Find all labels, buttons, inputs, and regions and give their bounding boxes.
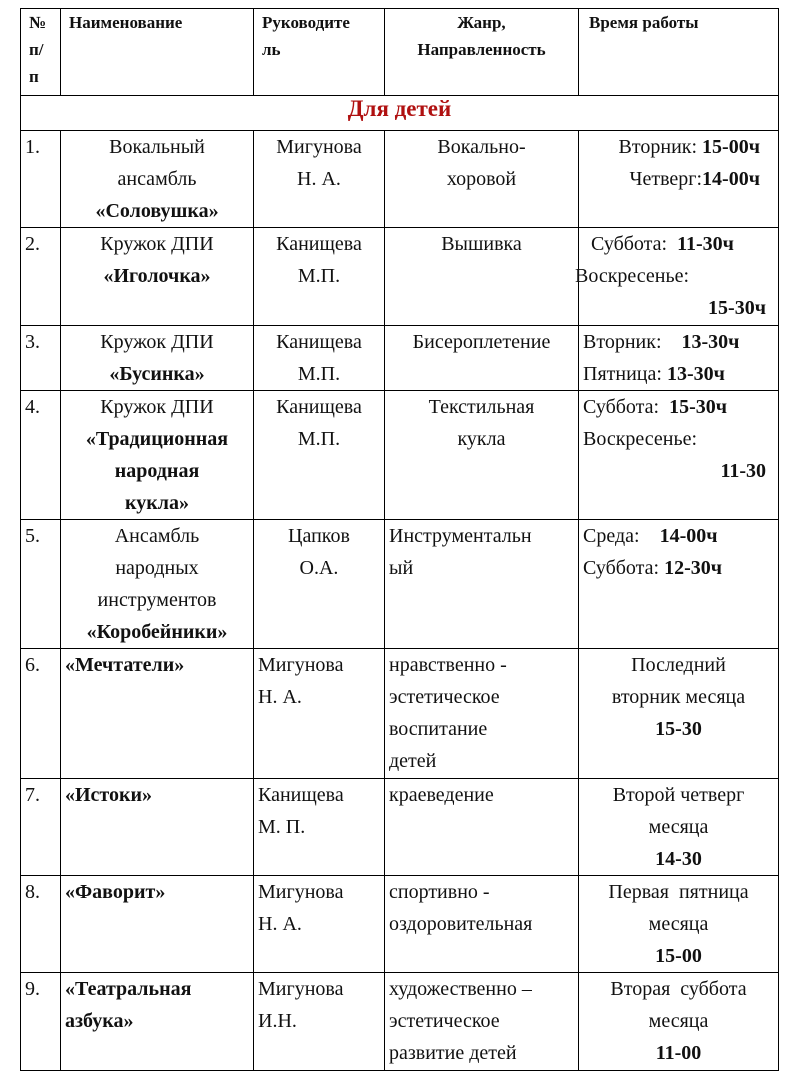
leader-name (254, 131, 385, 228)
schedule-time: 11-30 (720, 460, 766, 482)
schedule-line (583, 1037, 774, 1069)
club-title: «Фаворит» (65, 881, 166, 903)
club-name (61, 228, 254, 326)
club-name (61, 779, 254, 876)
genre (385, 131, 579, 228)
leader-line: О.А. (299, 557, 339, 579)
row-number: 8. (21, 876, 61, 973)
schedule-time: 13-30ч (666, 363, 725, 385)
genre-line: хоровой (446, 168, 517, 190)
schedule-line (583, 326, 774, 358)
genre-line: эстетическое (389, 1010, 500, 1032)
genre (385, 391, 579, 520)
club-title: «Традиционная (85, 428, 229, 450)
schedule-day: Суббота: (583, 557, 665, 579)
club-name-line: Кружок ДПИ (100, 331, 214, 353)
schedule-day: месяца (648, 1010, 709, 1032)
schedule-day: Последний (631, 654, 726, 676)
schedule-document (20, 8, 779, 1071)
schedule-day: месяца (648, 913, 709, 935)
schedule-line (583, 292, 774, 324)
leader-line: Н. А. (258, 913, 302, 935)
leader-line: Мигунова (258, 881, 344, 903)
schedule-line (583, 1005, 774, 1037)
genre-line: нравственно - (389, 654, 507, 676)
genre (385, 779, 579, 876)
leader-name (254, 973, 385, 1071)
table-header-row (21, 9, 779, 96)
club-name (61, 131, 254, 228)
club-name (61, 876, 254, 973)
schedule-line (583, 228, 774, 260)
schedule-line (583, 779, 774, 811)
leader-name (254, 649, 385, 779)
genre-line: ый (389, 557, 414, 579)
schedule-day: месяца (648, 816, 709, 838)
leader-name (254, 326, 385, 391)
club-title: кукла» (125, 492, 189, 514)
section-title: Для детей (21, 96, 779, 131)
schedule (579, 649, 779, 779)
schedule-line (583, 455, 774, 487)
leader-line: И.Н. (258, 1010, 297, 1032)
schedule (579, 779, 779, 876)
leader-line: Канищева (276, 331, 362, 353)
genre (385, 876, 579, 973)
schedule-line (583, 681, 774, 713)
club-name (61, 520, 254, 649)
club-name (61, 649, 254, 779)
schedule-day: Четверг: (629, 168, 703, 190)
leader-line: М.П. (297, 428, 341, 450)
club-name-line: ансамбль (117, 168, 197, 190)
schedule-time: 15-00ч (702, 136, 760, 158)
table-row (21, 779, 779, 876)
genre-line: развитие детей (389, 1042, 517, 1064)
table-row (21, 649, 779, 779)
table-row (21, 973, 779, 1071)
schedule-time: 15-30ч (669, 396, 728, 418)
table-row (21, 391, 779, 520)
genre-line: спортивно - (389, 881, 490, 903)
club-name-line: инструментов (97, 589, 217, 611)
schedule-day: Вторник: (583, 331, 682, 353)
club-name (61, 973, 254, 1071)
schedule-line (583, 811, 774, 843)
club-title: «Истоки» (65, 784, 153, 806)
genre-line: Инструментальн (389, 525, 532, 547)
club-title: «Коробейники» (86, 621, 228, 643)
schedule (579, 326, 779, 391)
schedule-time: 11-00 (655, 1042, 702, 1064)
schedule-line (583, 649, 774, 681)
row-number: 3. (21, 326, 61, 391)
genre-line: оздоровительная (389, 913, 533, 935)
schedule-line (583, 520, 774, 552)
table-row (21, 520, 779, 649)
header-leader: Руководите ль (254, 9, 385, 96)
schedule-day: Воскресенье: (583, 428, 698, 450)
leader-name (254, 876, 385, 973)
schedule (579, 391, 779, 520)
genre (385, 228, 579, 326)
leader-line: Канищева (258, 784, 344, 806)
row-number: 2. (21, 228, 61, 326)
row-number: 6. (21, 649, 61, 779)
genre-line: Вышивка (441, 233, 522, 255)
genre (385, 649, 579, 779)
schedule-day: Вторая суббота (610, 978, 747, 1000)
genre (385, 326, 579, 391)
row-number: 9. (21, 973, 61, 1071)
schedule-time: 15-30ч (708, 297, 766, 319)
schedule-day: Суббота: (583, 396, 670, 418)
genre (385, 973, 579, 1071)
genre-line: художественно – (389, 978, 532, 1000)
schedule (579, 131, 779, 228)
genre-line: Текстильная (428, 396, 535, 418)
schedule-time: 14-00ч (659, 525, 718, 547)
schedule-time: 14-00ч (702, 168, 760, 190)
schedule-line (583, 876, 774, 908)
schedule (579, 876, 779, 973)
club-name-line: Ансамбль (114, 525, 200, 547)
club-title: «Театральная (65, 978, 192, 1000)
leader-line: Канищева (276, 233, 362, 255)
leader-line: Мигунова (258, 978, 344, 1000)
club-name-line: Вокальный (109, 136, 205, 158)
schedule-line (583, 940, 774, 972)
schedule-day: Воскресенье: (575, 265, 690, 287)
genre-line: эстетическое (389, 686, 500, 708)
schedule-time: 12-30ч (664, 557, 723, 579)
schedule (575, 228, 779, 326)
schedule-day: Вторник: (618, 136, 703, 158)
row-number: 4. (21, 391, 61, 520)
header-name: Наименование (61, 9, 254, 96)
leader-line: Канищева (276, 396, 362, 418)
genre-line: Бисероплетение (412, 331, 551, 353)
club-name-line: Кружок ДПИ (100, 233, 214, 255)
leader-name (254, 779, 385, 876)
schedule-table (20, 8, 779, 1071)
schedule-day: Второй четверг (612, 784, 745, 806)
leader-line: М.П. (297, 265, 341, 287)
schedule-line (583, 391, 774, 423)
club-name (61, 326, 254, 391)
leader-line: М. П. (258, 816, 306, 838)
schedule-line (583, 358, 774, 390)
club-name (61, 391, 254, 520)
schedule-line (575, 260, 774, 292)
schedule-day: Среда: (583, 525, 660, 547)
schedule-line (583, 843, 774, 875)
club-title: азбука» (65, 1010, 134, 1032)
leader-line: Цапков (288, 525, 350, 547)
table-row (21, 326, 779, 391)
schedule (579, 973, 779, 1071)
schedule (579, 520, 779, 649)
table-row (21, 131, 779, 228)
club-name-line: Кружок ДПИ (100, 396, 214, 418)
genre-line: Вокально- (437, 136, 526, 158)
schedule-line (583, 552, 774, 584)
leader-line: Н. А. (297, 168, 341, 190)
club-title: «Иголочка» (103, 265, 211, 287)
leader-line: М.П. (297, 363, 341, 385)
genre (385, 520, 579, 649)
schedule-line (583, 973, 774, 1005)
club-title: «Бусинка» (109, 363, 205, 385)
genre-line: кукла (457, 428, 506, 450)
schedule-time: 14-30 (655, 848, 702, 870)
row-number: 7. (21, 779, 61, 876)
schedule-line (583, 423, 774, 455)
genre-line: воспитание (389, 718, 488, 740)
row-number: 5. (21, 520, 61, 649)
schedule-line (583, 131, 774, 163)
schedule-time: 15-00 (655, 945, 702, 967)
leader-line: Н. А. (258, 686, 302, 708)
schedule-line (583, 163, 774, 195)
header-genre: Жанр, Направленность (385, 9, 579, 96)
club-name-line: народных (115, 557, 199, 579)
schedule-day: Первая пятница (608, 881, 749, 903)
table-row (21, 228, 779, 326)
leader-name (254, 228, 385, 326)
schedule-time: 11-30ч (677, 233, 734, 255)
row-number: 1. (21, 131, 61, 228)
header-num: № п/ п (21, 9, 61, 96)
section-row (21, 96, 779, 131)
club-title: народная (114, 460, 200, 482)
table-row (21, 876, 779, 973)
leader-name (254, 520, 385, 649)
schedule-day: Пятница: (583, 363, 667, 385)
leader-line: Мигунова (258, 654, 344, 676)
club-title: «Соловушка» (95, 200, 219, 222)
schedule-time: 13-30ч (681, 331, 740, 353)
genre-line: краеведение (389, 784, 494, 806)
schedule-line (583, 908, 774, 940)
schedule-time: 15-30 (655, 718, 702, 740)
header-time: Время работы (579, 9, 779, 96)
genre-line: детей (389, 750, 437, 772)
schedule-line (583, 713, 774, 745)
leader-line: Мигунова (276, 136, 362, 158)
schedule-day: Суббота: (591, 233, 678, 255)
schedule-day: вторник месяца (611, 686, 746, 708)
club-title: «Мечтатели» (65, 654, 185, 676)
leader-name (254, 391, 385, 520)
